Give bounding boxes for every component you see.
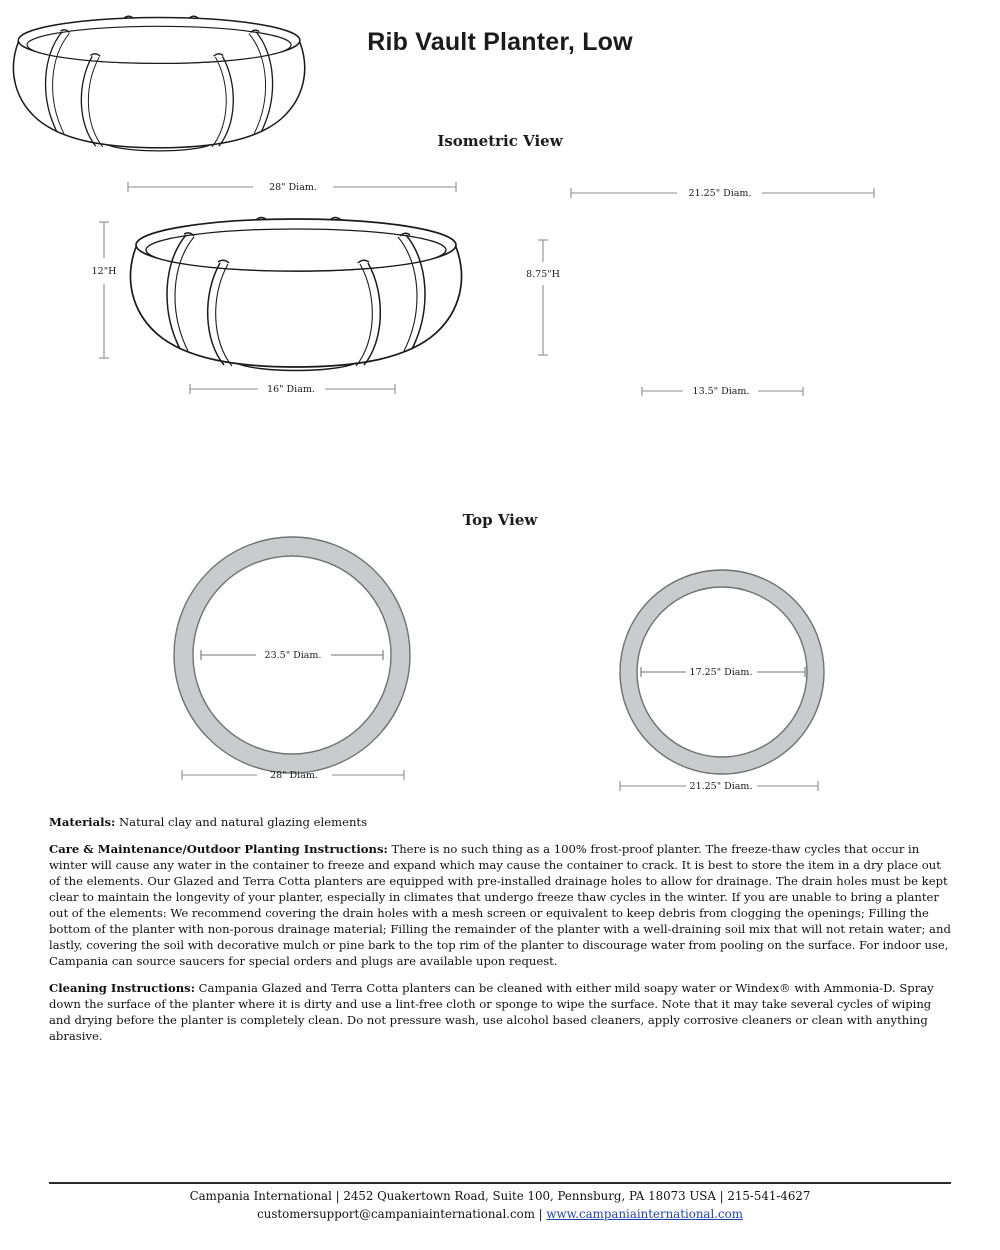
label-large-height: 12"H — [91, 266, 117, 277]
footer-contact-line — [0, 1206, 1000, 1224]
label-small-bottom-diam: 13.5" Diam. — [692, 386, 750, 397]
isometric-view-heading: Isometric View — [437, 132, 563, 150]
isometric-drawing-small — [13, 16, 304, 151]
footer-website-link[interactable]: www.campaniainternational.com — [546, 1206, 743, 1221]
footer-email: customersupport@campaniainternational.com — [257, 1206, 535, 1221]
footer — [0, 1188, 1000, 1223]
footer-separator: | — [534, 1206, 547, 1221]
label-topview-large-outer: 28" Diam. — [270, 770, 318, 781]
footer-address-line: Campania International | 2452 Quakertown Road, Suite 100, Pennsburg, PA 18073 USA | 215-541-4627 — [189, 1189, 811, 1203]
materials-paragraph — [49, 815, 954, 831]
top-view-heading: Top View — [462, 511, 538, 529]
cleaning-value: Campania Glazed and Terra Cotta planters can be cleaned with either mild soapy water or Windex® with Ammonia-D. Spray down the surface of the planter where it is dirty and use a lint-free cloth or sponge to wipe the surface. Note that it may take several cycles of wiping and drying before the planter is completely clean. Do not pressure wash, use alcohol based cleaners, apply corrosive cleaners or clean with anything abrasive. — [49, 980, 934, 1043]
label-large-top-diam: 28" Diam. — [269, 182, 317, 193]
care-label: Care & Maintenance/Outdoor Planting Instructions: — [49, 841, 388, 856]
isometric-drawing-large — [130, 218, 461, 371]
label-topview-small-outer: 21.25" Diam. — [689, 781, 753, 792]
dimension-small-height — [538, 240, 548, 355]
materials-value: Natural clay and natural glazing elements — [115, 815, 368, 829]
care-paragraph — [49, 842, 954, 970]
label-small-top-diam: 21.25" Diam. — [688, 188, 752, 199]
cleaning-paragraph — [49, 981, 954, 1045]
label-small-height: 8.75"H — [526, 269, 560, 280]
page-title: Rib Vault Planter, Low — [367, 28, 633, 56]
care-value: There is no such thing as a 100% frost-proof planter. The freeze-thaw cycles that occur in winter will cause any water in the container to freeze and expand which may cause the container to crack. It is best to store the item in a dry place out of the elements. Our Glazed and Terra Cotta planters are equipped with pre-installed drainage holes to allow for drainage. The drain holes must be kept clear to maintain the longevity of your planter, especially in climates that undergo freeze thaw cycles in the winter. If you are unable to bring a planter out of the elements: We recommend covering the drain holes with a mesh screen or equivalent to keep debris from clogging the openings; Filling the bottom of the planter with non-porous drainage material; Filling the remainder of the planter with a well-draining soil mix that will not retain water; and lastly, covering the soil with decorative mulch or pine bark to the top rim of the planter to discourage water from pooling on the surface. For indoor use, Campania can source saucers for special orders and plugs are available upon request. — [49, 841, 951, 968]
materials-label: Materials: — [49, 815, 116, 829]
label-topview-large-inner: 23.5" Diam. — [264, 650, 322, 661]
cleaning-label: Cleaning Instructions: — [49, 980, 195, 995]
specifications-text — [49, 815, 954, 1056]
label-topview-small-inner: 17.25" Diam. — [689, 667, 753, 678]
label-large-bottom-diam: 16" Diam. — [267, 384, 315, 395]
footer-divider — [49, 1182, 951, 1184]
dimension-large-height — [99, 222, 109, 358]
